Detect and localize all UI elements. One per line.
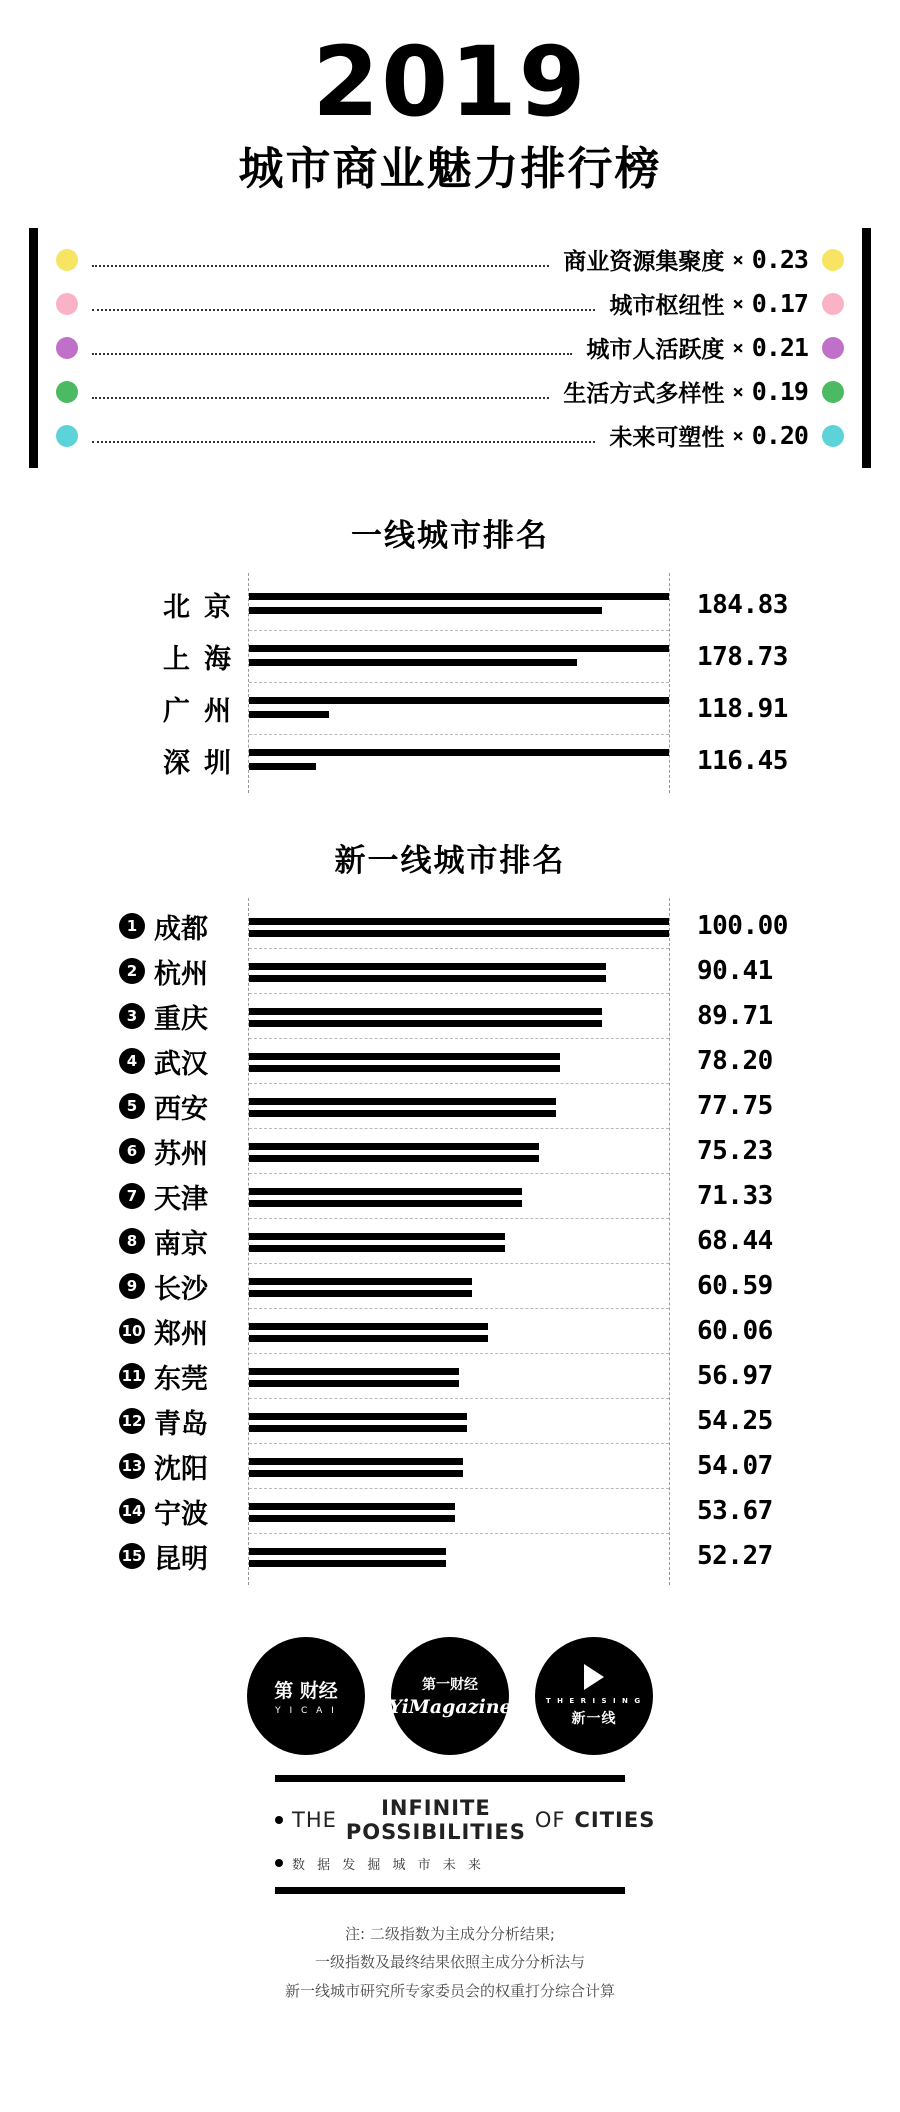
- chart-row: [126, 904, 788, 949]
- legend-row: [56, 326, 844, 370]
- legend-row: [56, 282, 844, 326]
- legend: [29, 228, 871, 468]
- logo-newfirsttier-line1: T H E R I S I N G: [545, 1696, 643, 1705]
- legend-leader-line: [92, 429, 595, 443]
- legend-weight: 0.17: [751, 289, 808, 318]
- bar-secondary: [249, 1290, 472, 1297]
- bar-secondary: [249, 1245, 505, 1252]
- bar-group: [249, 1039, 669, 1084]
- rank-badge: 1: [119, 913, 145, 939]
- bar-secondary: [249, 659, 577, 666]
- score-value: 53.67: [697, 1496, 773, 1526]
- city-name: 宁波: [154, 1498, 208, 1530]
- bar-secondary: [249, 1200, 522, 1207]
- bar-secondary: [249, 1155, 539, 1162]
- city-name: 长沙: [154, 1273, 208, 1305]
- city-label: [119, 1447, 231, 1486]
- legend-weight: 0.21: [751, 333, 808, 362]
- score-value: 68.44: [697, 1226, 773, 1256]
- city-label: [119, 1042, 231, 1081]
- logo-yimagazine: [388, 1637, 512, 1755]
- city-name: 天津: [154, 1183, 208, 1215]
- score-value: 89.71: [697, 1001, 773, 1031]
- city-name: 沈阳: [154, 1453, 208, 1485]
- city-name: 西安: [154, 1093, 208, 1125]
- city-label: [71, 585, 245, 624]
- bar-primary: [249, 1278, 472, 1285]
- city-label: [71, 741, 245, 780]
- bar-group: [249, 1174, 669, 1219]
- city-label: [71, 689, 245, 728]
- divider-bottom: [275, 1887, 625, 1894]
- footnote-line-1: 注: 二级指数为主成分分析结果;: [345, 1924, 555, 1943]
- tagline: [275, 1795, 656, 1844]
- legend-rows: [38, 228, 862, 468]
- logo-yicai: [247, 1637, 365, 1755]
- play-triangle-icon: [584, 1664, 604, 1690]
- bar-group: [249, 683, 669, 735]
- legend-weight: 0.19: [751, 377, 808, 406]
- bar-group: [249, 1444, 669, 1489]
- bar-group: [249, 631, 669, 683]
- city-name: 昆明: [154, 1543, 208, 1575]
- footnote-line-3: 新一线城市研究所专家委员会的权重打分综合计算: [284, 1981, 615, 2000]
- chart-block: [70, 898, 830, 1585]
- city-name: 北京: [163, 592, 245, 623]
- bar-secondary: [249, 1110, 556, 1117]
- legend-multiply-sign: ×: [732, 424, 744, 447]
- legend-dot-icon: [56, 381, 78, 403]
- rank-badge: 12: [119, 1408, 145, 1434]
- score-value: 71.33: [697, 1181, 773, 1211]
- chart-row: [121, 1444, 773, 1489]
- city-label: [119, 952, 231, 991]
- legend-leader-line: [92, 385, 549, 399]
- logo-newfirsttier-line2: 新一线: [571, 1710, 617, 1727]
- legend-dot-icon: [56, 249, 78, 271]
- city-label: [71, 637, 245, 676]
- city-name: 杭州: [154, 958, 208, 990]
- score-value: 100.00: [697, 911, 788, 941]
- legend-leader-line: [92, 341, 572, 355]
- legend-multiply-sign: ×: [732, 336, 744, 359]
- bar-group: [249, 904, 669, 949]
- city-name: 广州: [163, 696, 245, 727]
- rank-badge: 2: [119, 958, 145, 984]
- footer: [0, 1637, 900, 2006]
- bar-secondary: [249, 930, 669, 937]
- ranking-sections: [0, 510, 900, 1585]
- score-value: 118.91: [697, 693, 788, 724]
- bar-primary: [249, 963, 606, 970]
- bar-group: [249, 1309, 669, 1354]
- bar-primary: [249, 1233, 505, 1240]
- page-year: 2019: [312, 26, 588, 138]
- legend-label: 未来可塑性: [609, 425, 725, 451]
- bar-primary: [249, 1548, 446, 1555]
- logo-newfirsttier: [535, 1637, 653, 1755]
- chart-row: [121, 1309, 773, 1354]
- tagline-pre: THE: [292, 1807, 337, 1832]
- logo-yicai-line1: 第 财经: [274, 1679, 338, 1702]
- rank-badge: 10: [119, 1318, 145, 1344]
- rank-badge: 5: [119, 1093, 145, 1119]
- rank-badge: 11: [119, 1363, 145, 1389]
- city-label: [119, 1267, 231, 1306]
- chart-row: [126, 1084, 773, 1129]
- bar-primary: [249, 1413, 467, 1420]
- score-value: 178.73: [697, 641, 788, 672]
- divider-top: [275, 1775, 625, 1782]
- city-name: 青岛: [154, 1408, 208, 1440]
- bar-primary: [249, 1368, 459, 1375]
- bar-group: [249, 735, 669, 787]
- legend-dot-icon: [56, 425, 78, 447]
- rank-badge: 7: [119, 1183, 145, 1209]
- bar-primary: [249, 697, 669, 704]
- bar-secondary: [249, 1380, 459, 1387]
- score-value: 54.07: [697, 1451, 773, 1481]
- score-value: 116.45: [697, 745, 788, 776]
- legend-bracket-right: [862, 228, 871, 468]
- chart-block: [70, 573, 830, 793]
- chart-row: [163, 735, 788, 787]
- bar-group: [249, 579, 669, 631]
- subtagline-text: 数 据 发 掘 城 市 未 来: [292, 1857, 485, 1873]
- bar-group: [249, 1534, 669, 1579]
- legend-leader-line: [92, 253, 549, 267]
- chart-rows: [163, 573, 788, 793]
- bar-group: [249, 1084, 669, 1129]
- bar-primary: [249, 1188, 522, 1195]
- city-label: [119, 1132, 231, 1171]
- score-value: 52.27: [697, 1541, 773, 1571]
- bullet-icon: [275, 1816, 283, 1824]
- legend-dot-icon: [56, 337, 78, 359]
- legend-bracket-left: [29, 228, 38, 468]
- legend-dot-icon: [56, 293, 78, 315]
- bar-group: [249, 949, 669, 994]
- rank-badge: 3: [119, 1003, 145, 1029]
- chart-row: [121, 1354, 773, 1399]
- rank-badge: 9: [119, 1273, 145, 1299]
- chart-row: [121, 1399, 773, 1444]
- legend-row: [56, 414, 844, 458]
- bar-group: [249, 1219, 669, 1264]
- chart-row: [126, 949, 773, 994]
- legend-label: 生活方式多样性: [563, 381, 725, 407]
- logo-yicai-line2: Y I C A I: [275, 1705, 337, 1716]
- score-value: 184.83: [697, 589, 788, 620]
- subtagline: [275, 1854, 625, 1873]
- city-name: 南京: [154, 1228, 208, 1260]
- chart-row: [121, 1489, 773, 1534]
- bar-group: [249, 1129, 669, 1174]
- legend-dot-icon-right: [822, 293, 844, 315]
- rank-badge: 4: [119, 1048, 145, 1074]
- bar-primary: [249, 1008, 602, 1015]
- city-label: [119, 1177, 231, 1216]
- legend-row: [56, 370, 844, 414]
- rank-badge: 14: [119, 1498, 145, 1524]
- legend-dot-icon-right: [822, 381, 844, 403]
- bar-primary: [249, 645, 669, 652]
- chart-row: [163, 579, 788, 631]
- bar-secondary: [249, 1425, 467, 1432]
- legend-multiply-sign: ×: [732, 248, 744, 271]
- header: [0, 0, 900, 194]
- bar-primary: [249, 1053, 560, 1060]
- page-title: 城市商业魅力排行榜: [238, 142, 662, 195]
- rank-badge: 15: [119, 1543, 145, 1569]
- city-label: [119, 1222, 231, 1261]
- section-title: 新一线城市排名: [334, 842, 566, 879]
- bar-primary: [249, 1458, 463, 1465]
- bar-primary: [249, 749, 669, 756]
- bar-secondary: [249, 1335, 488, 1342]
- city-label: [119, 1357, 231, 1396]
- bar-group: [249, 994, 669, 1039]
- legend-label: 城市枢纽性: [609, 293, 725, 319]
- chart-rows: [121, 898, 788, 1585]
- rank-badge: 8: [119, 1228, 145, 1254]
- rank-badge: 13: [119, 1453, 145, 1479]
- legend-leader-line: [92, 297, 595, 311]
- bar-secondary: [249, 1065, 560, 1072]
- city-label: [119, 997, 231, 1036]
- city-name: 成都: [154, 913, 208, 945]
- city-name: 苏州: [154, 1138, 208, 1170]
- footnote-line-2: 一级指数及最终结果依照主成分分析法与: [314, 1953, 585, 1971]
- city-label: [119, 1087, 231, 1126]
- bar-secondary: [249, 763, 316, 770]
- bar-secondary: [249, 607, 602, 614]
- legend-label: 城市人活跃度: [586, 337, 725, 363]
- bar-primary: [249, 918, 669, 925]
- city-label: [119, 1537, 231, 1576]
- chart-row: [126, 1264, 773, 1309]
- logo-row: [0, 1637, 900, 1755]
- chart-row: [126, 994, 773, 1039]
- chart-row: [126, 1174, 773, 1219]
- legend-multiply-sign: ×: [732, 380, 744, 403]
- bullet-icon-small: [275, 1859, 283, 1867]
- bar-secondary: [249, 1560, 446, 1567]
- bar-secondary: [249, 711, 329, 718]
- chart-row: [121, 1534, 773, 1579]
- city-name: 武汉: [154, 1048, 208, 1080]
- city-label: [119, 907, 231, 946]
- chart-row: [126, 1219, 773, 1264]
- score-value: 60.06: [697, 1316, 773, 1346]
- city-name: 重庆: [154, 1003, 208, 1035]
- bar-primary: [249, 1098, 556, 1105]
- chart-row: [126, 1039, 773, 1084]
- city-name: 郑州: [154, 1318, 208, 1350]
- city-name: 深圳: [163, 748, 245, 779]
- section-title: 一线城市排名: [351, 517, 549, 554]
- legend-dot-icon-right: [822, 337, 844, 359]
- legend-row: [56, 238, 844, 282]
- city-label: [119, 1312, 231, 1351]
- score-value: 75.23: [697, 1136, 773, 1166]
- tagline-strong-1: INFINITE POSSIBILITIES: [345, 1795, 526, 1844]
- score-value: 60.59: [697, 1271, 773, 1301]
- legend-weight: 0.20: [751, 421, 808, 450]
- bar-primary: [249, 593, 669, 600]
- bar-primary: [249, 1503, 455, 1510]
- chart-row: [126, 1129, 773, 1174]
- bar-primary: [249, 1323, 488, 1330]
- bar-secondary: [249, 1515, 455, 1522]
- tagline-mid: OF: [534, 1807, 566, 1832]
- city-name: 东莞: [154, 1363, 208, 1395]
- logo-yimagazine-line1: 第一财经: [422, 1676, 478, 1693]
- score-value: 54.25: [697, 1406, 773, 1436]
- bar-group: [249, 1354, 669, 1399]
- score-value: 56.97: [697, 1361, 773, 1391]
- chart-row: [163, 683, 788, 735]
- bar-secondary: [249, 1020, 602, 1027]
- legend-dot-icon-right: [822, 425, 844, 447]
- score-value: 77.75: [697, 1091, 773, 1121]
- footnotes: [140, 1920, 760, 2006]
- bar-group: [249, 1399, 669, 1444]
- city-label: [119, 1492, 231, 1531]
- bar-secondary: [249, 1470, 463, 1477]
- legend-label: 商业资源集聚度: [563, 249, 725, 275]
- legend-multiply-sign: ×: [732, 292, 744, 315]
- city-name: 上海: [163, 644, 245, 675]
- bar-secondary: [249, 975, 606, 982]
- bar-group: [249, 1489, 669, 1534]
- score-value: 78.20: [697, 1046, 773, 1076]
- city-label: [119, 1402, 231, 1441]
- rank-badge: 6: [119, 1138, 145, 1164]
- score-value: 90.41: [697, 956, 773, 986]
- legend-dot-icon-right: [822, 249, 844, 271]
- bar-group: [249, 1264, 669, 1309]
- logo-yimagazine-line2: YiMagazine: [388, 1695, 512, 1718]
- legend-weight: 0.23: [751, 245, 808, 274]
- bar-primary: [249, 1143, 539, 1150]
- chart-row: [163, 631, 788, 683]
- tagline-strong-2: CITIES: [574, 1807, 656, 1832]
